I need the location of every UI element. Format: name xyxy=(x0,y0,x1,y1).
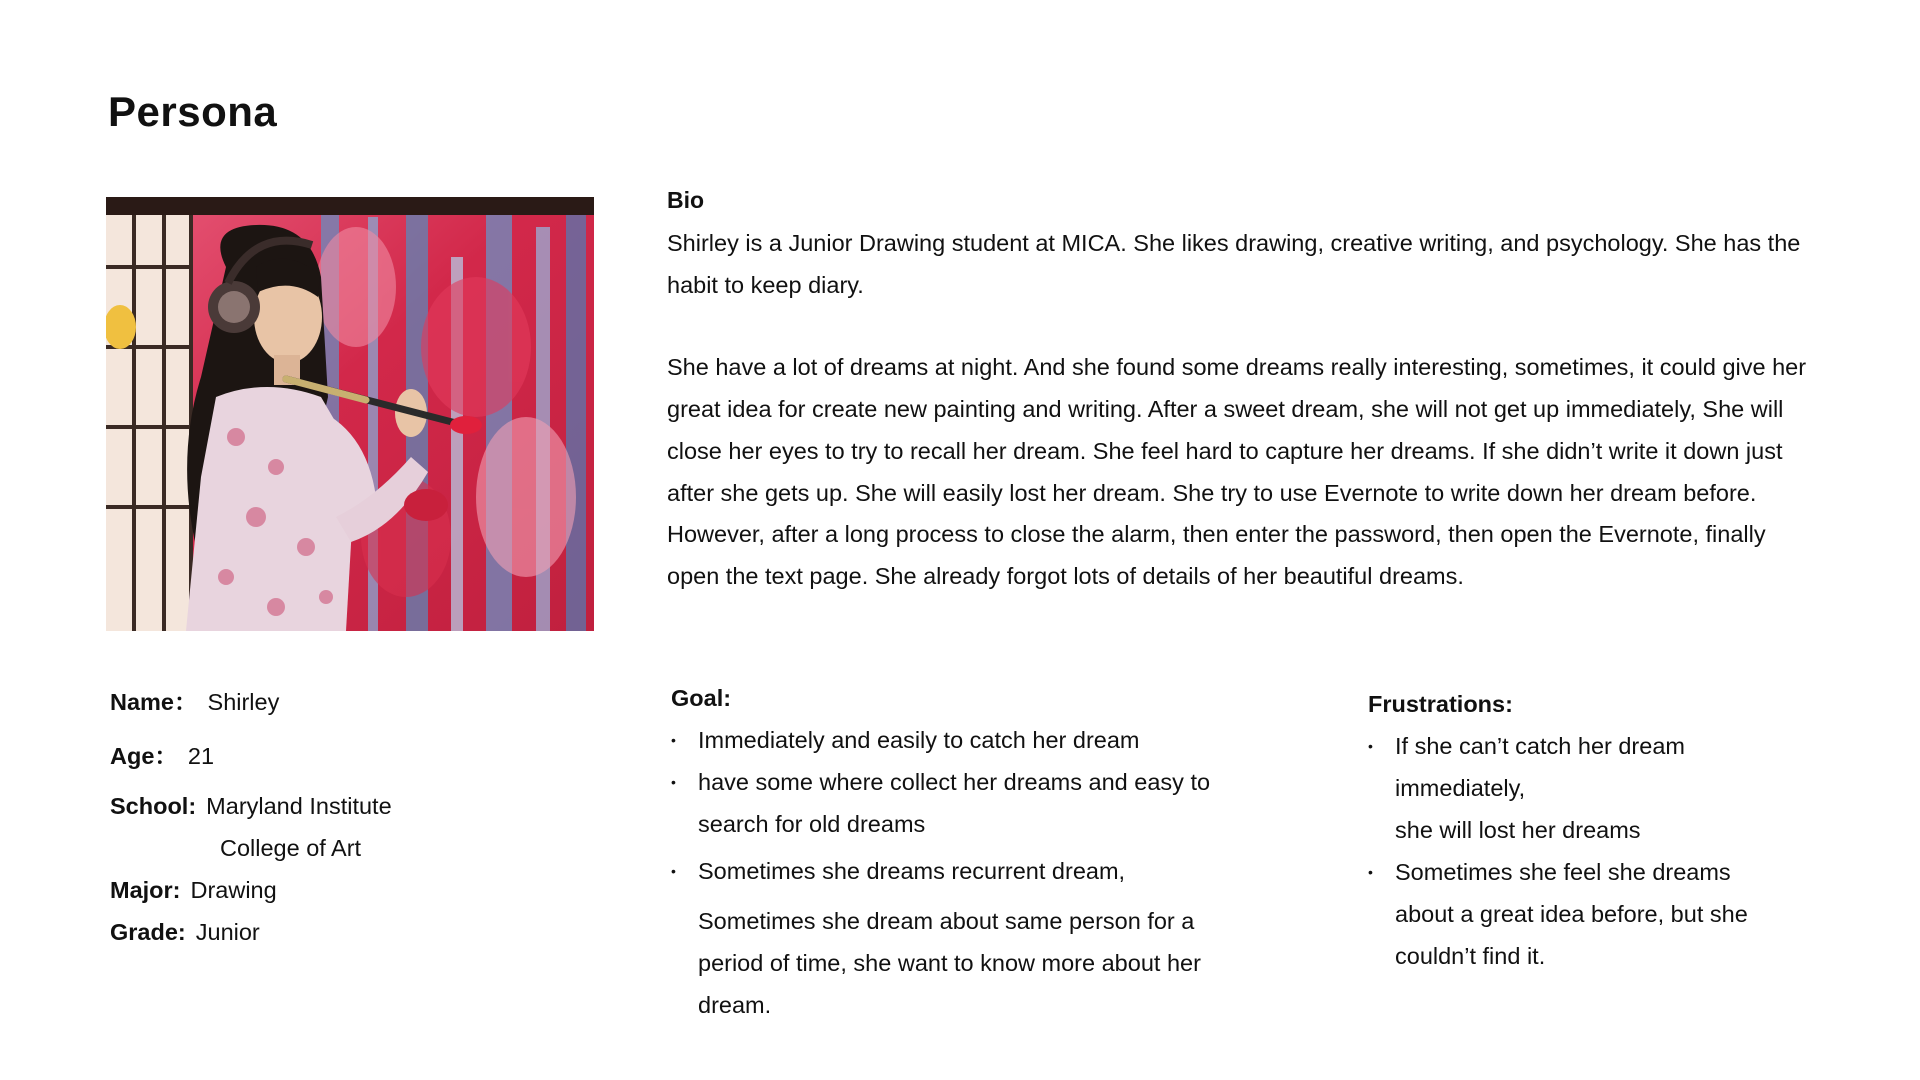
goal-item-1-text: Immediately and easily to catch her dream xyxy=(698,727,1140,753)
frustration-item-2-line-3: couldn’t find it. xyxy=(1395,943,1546,969)
page-title: Persona xyxy=(108,88,278,135)
frustration-item-1-line-3: she will lost her dreams xyxy=(1395,817,1641,843)
goal-item-3-line-4: dream. xyxy=(698,992,772,1018)
school-value-line-1: Maryland Institute xyxy=(206,793,392,819)
age-label: Age： xyxy=(110,743,178,769)
bullet-icon: • xyxy=(1368,864,1373,880)
bullet-icon: • xyxy=(671,863,676,879)
info-age-row xyxy=(110,738,214,774)
frustrations-section xyxy=(1368,686,1848,986)
frustrations-heading: Frustrations: xyxy=(1368,691,1513,717)
frustration-item-2-line-2: about a great idea before, but she xyxy=(1395,901,1748,927)
bullet-icon: • xyxy=(671,774,676,790)
goal-item-3-line-1: Sometimes she dreams recurrent dream, xyxy=(698,858,1126,884)
bullet-icon: • xyxy=(671,732,676,748)
major-label: Major: xyxy=(110,877,181,903)
bio-section xyxy=(667,183,1817,598)
grade-value: Junior xyxy=(195,919,260,945)
info-major-row xyxy=(110,872,277,908)
info-grade-row xyxy=(110,914,260,950)
goal-item-3-line-2: Sometimes she dream about same person for a xyxy=(698,908,1195,934)
goal-item-2-line-1: have some where collect her dreams and easy to xyxy=(698,769,1211,795)
goal-item-2-line-2: search for old dreams xyxy=(698,811,926,837)
goal-item-3-line-3: period of time, she want to know more about her xyxy=(698,950,1201,976)
info-school-row xyxy=(110,788,392,824)
name-value: Shirley xyxy=(207,689,280,715)
frustration-item-1-line-1: If she can’t catch her dream xyxy=(1395,733,1685,759)
frustration-item-2-line-1: Sometimes she feel she dreams xyxy=(1395,859,1731,885)
school-label: School: xyxy=(110,793,197,819)
grade-label: Grade: xyxy=(110,919,186,945)
bio-paragraph-2: She have a lot of dreams at night. And she found some dreams really interesting, sometimes, it could give her great idea for create new painting and writing. After a sweet dream, she will not get up immediately, She will close her eyes to try to recall her dream. She feel hard to capture her dreams. If she didn’t write it down just after she gets up. She will easily lost her dream. She try to use Evernote to write down her dream before. However, after a long process to close the alarm, then enter the password, then open the Evernote, finally open the text page. She already forgot lots of details of her beautiful dreams. xyxy=(667,354,1807,589)
bullet-icon: • xyxy=(1368,738,1373,754)
school-value-line-2: College of Art xyxy=(220,835,362,861)
goal-heading: Goal: xyxy=(671,685,732,711)
bio-heading: Bio xyxy=(667,187,705,213)
bio-paragraph-1: Shirley is a Junior Drawing student at MICA. She likes drawing, creative writing, and psychology. She has the habit to keep diary. xyxy=(667,230,1801,298)
persona-photo-illustration xyxy=(106,197,594,631)
info-name-row xyxy=(110,684,279,720)
age-value: 21 xyxy=(187,743,215,769)
frustration-item-1-line-2: immediately, xyxy=(1395,775,1526,801)
persona-photo xyxy=(106,197,594,631)
name-label: Name： xyxy=(110,689,198,715)
goal-section xyxy=(671,680,1321,1020)
major-value: Drawing xyxy=(190,877,277,903)
